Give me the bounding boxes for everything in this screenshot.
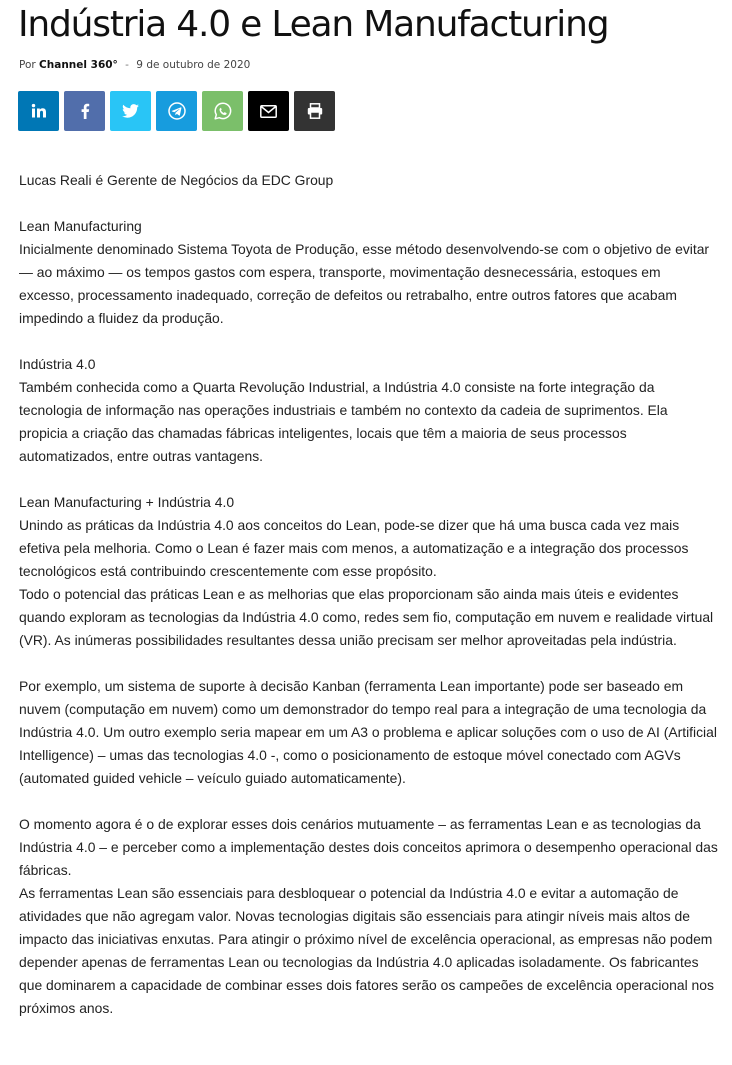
telegram-icon	[168, 102, 186, 120]
combo-text-1: Unindo as práticas da Indústria 4.0 aos conceitos do Lean, pode-se dizer que há uma busca cada vez mais efetiva pela melhoria. Como o Lean é fazer mais com menos, a automatização e a integração dos processos tecnológicos está contribuindo crescentemente com esse propósito.	[19, 517, 689, 579]
facebook-icon	[80, 103, 90, 119]
industria-section	[19, 353, 719, 468]
twitter-icon	[122, 104, 139, 118]
share-bar	[18, 91, 340, 131]
print-button[interactable]	[294, 91, 335, 131]
by-label: Por	[19, 59, 36, 71]
author-link[interactable]: Channel 360°	[39, 59, 118, 71]
article-meta	[19, 59, 250, 71]
combo-text-2: Todo o potencial das práticas Lean e as melhorias que elas proporcionam são ainda mais úteis e evidentes quando exploram as tecnologias da Indústria 4.0 como, redes sem fio, computação em nuvem e realidade virtual (VR). As inúmeras possibilidades resultantes dessa união precisam ser melhor aproveitadas pela indústria.	[19, 586, 714, 648]
industria-text: Também conhecida como a Quarta Revolução Industrial, a Indústria 4.0 consiste na forte integração da tecnologia de informação nas operações industriais e também no contexto da cadeia de suprimentos. Ela propicia a criação das chamadas fábricas inteligentes, locais que têm a maioria de seus processos automatizados, entre outras vantagens.	[19, 379, 668, 464]
envelope-icon	[260, 105, 277, 118]
meta-separator: -	[125, 59, 129, 71]
share-whatsapp-button[interactable]	[202, 91, 243, 131]
lean-section	[19, 215, 719, 330]
share-twitter-button[interactable]	[110, 91, 151, 131]
industria-heading: Indústria 4.0	[19, 356, 96, 372]
example-paragraph: Por exemplo, um sistema de suporte à decisão Kanban (ferramenta Lean importante) pode ser baseado em nuvem (computação em nuvem) como um demonstrador do tempo real para a integração de uma tecnologia da Indústria 4.0. Um outro exemplo seria mapear em um A3 o problema e aplicar soluções com o uso de AI (Artificial Intelligence) – umas das tecnologias 4.0 -, como o posicionamento de estoque móvel conectado com AGVs (automated guided vehicle – veículo guiado automaticamente).	[19, 678, 717, 786]
moment-section	[19, 813, 719, 1020]
intro-paragraph: Lucas Reali é Gerente de Negócios da EDC Group	[19, 172, 334, 188]
lean-heading: Lean Manufacturing	[19, 218, 142, 234]
share-telegram-button[interactable]	[156, 91, 197, 131]
share-email-button[interactable]	[248, 91, 289, 131]
publish-date: 9 de outubro de 2020	[136, 59, 251, 71]
article-body	[19, 169, 719, 1043]
moment-text-2: As ferramentas Lean são essenciais para desbloquear o potencial da Indústria 4.0 e evitar a automação de atividades que não agregam valor. Novas tecnologias digitais são essenciais para atingir níveis mais altos de impacto das iniciativas enxutas. Para atingir o próximo nível de excelência operacional, as empresas não podem depender apenas de ferramentas Lean ou tecnologias da Indústria 4.0 aplicadas isoladamente. Os fabricantes que dominarem a capacidade de combinar esses dois fatores serão os campeões de excelência operacional nos próximos anos.	[19, 885, 714, 1016]
whatsapp-icon	[214, 102, 232, 120]
combo-section	[19, 491, 719, 652]
article-title: Indústria 4.0 e Lean Manufacturing	[18, 4, 609, 45]
combo-heading: Lean Manufacturing + Indústria 4.0	[19, 494, 235, 510]
moment-text-1: O momento agora é o de explorar esses dois cenários mutuamente – as ferramentas Lean e as tecnologias da Indústria 4.0 – e perceber como a implementação destes dois conceitos aprimora o desempenho operacional das fábricas.	[19, 816, 718, 878]
share-linkedin-button[interactable]	[18, 91, 59, 131]
share-facebook-button[interactable]	[64, 91, 105, 131]
lean-text: Inicialmente denominado Sistema Toyota de Produção, esse método desenvolvendo-se com o objetivo de evitar — ao máximo — os tempos gastos com espera, transporte, movimentação desnecessária, estoques em excesso, processamento inadequado, correção de defeitos ou retrabalho, entre outros fatores que acabam impedindo a fluidez da produção.	[19, 241, 710, 326]
linkedin-icon	[31, 103, 47, 119]
printer-icon	[307, 103, 323, 119]
